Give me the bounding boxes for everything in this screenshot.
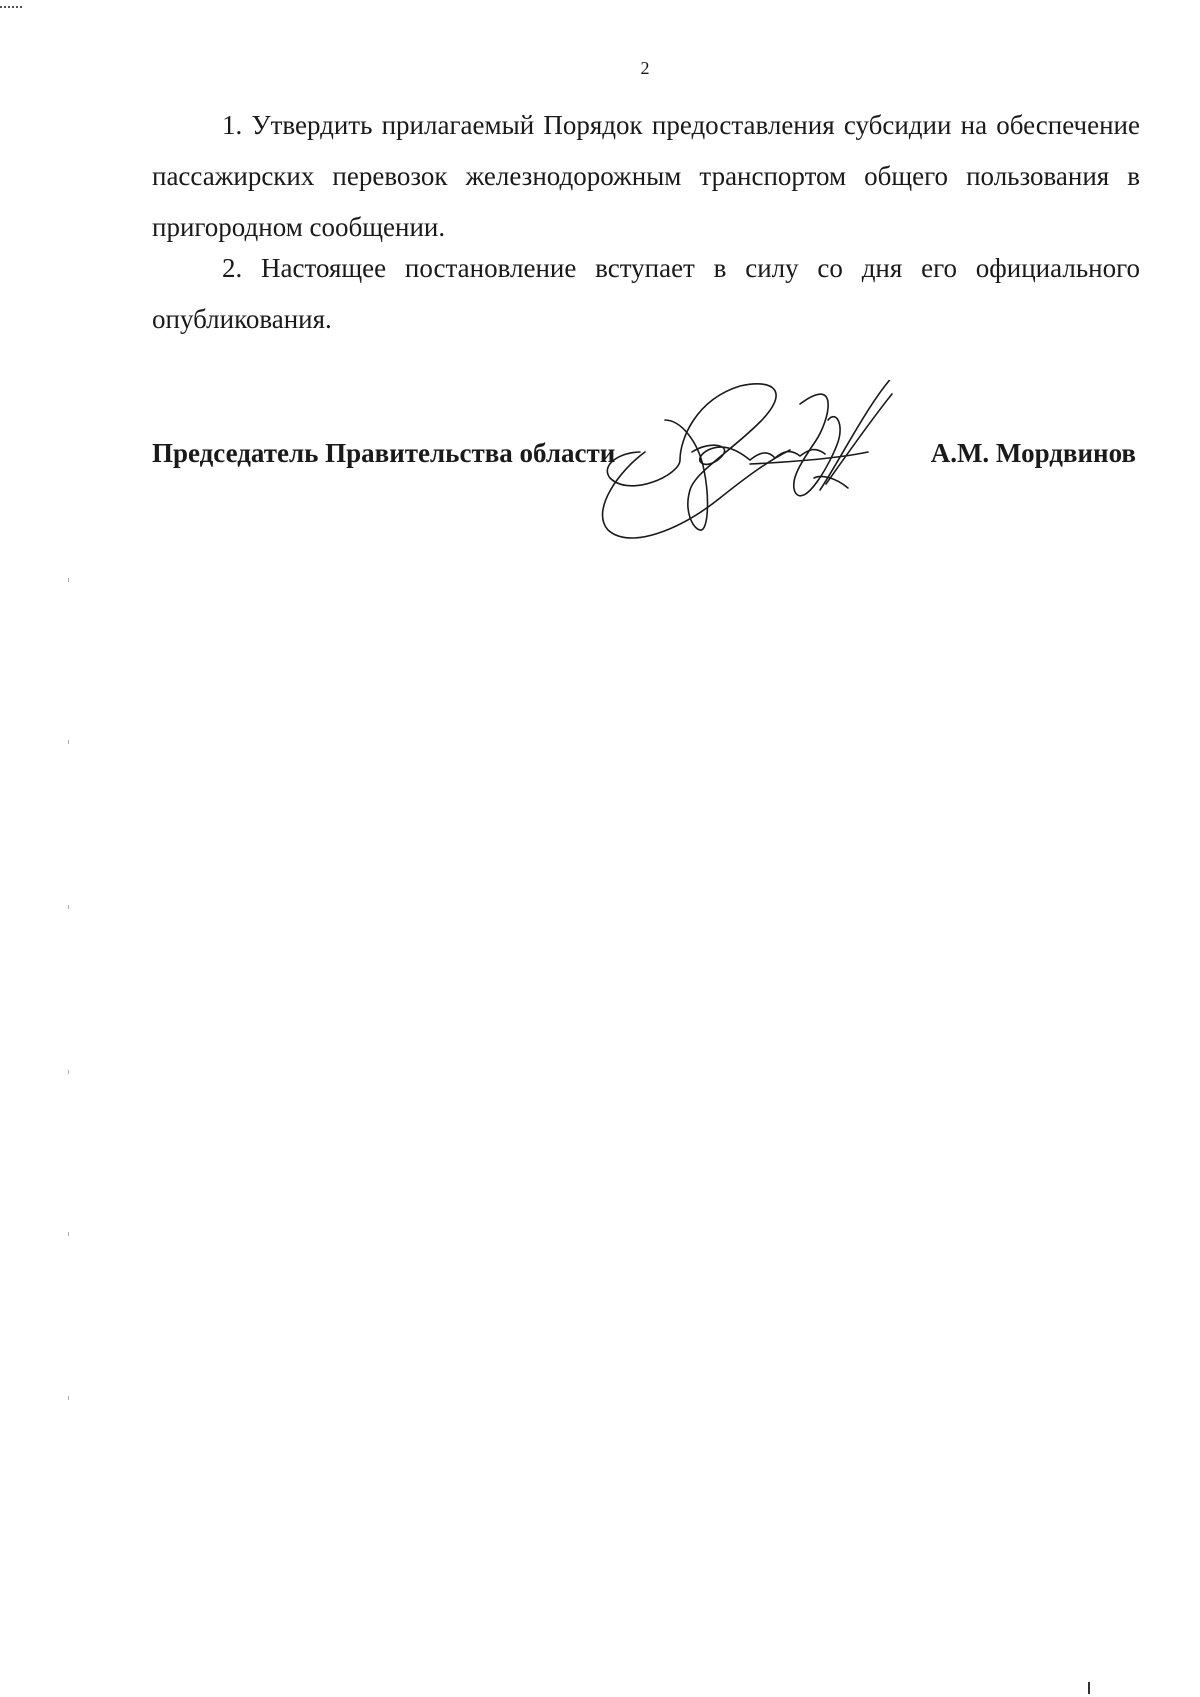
scan-corner-mark	[0, 0, 22, 8]
margin-mark	[68, 905, 69, 909]
margin-mark	[68, 740, 69, 744]
signatory-name: А.М. Мордвинов	[930, 438, 1136, 468]
signature-stroke-main-loop	[607, 384, 776, 530]
paragraph-2: 2. Настоящее постановление вступает в силу со дня его официального опубликования.	[152, 253, 1140, 334]
bottom-edge-mark	[1088, 1682, 1090, 1694]
margin-mark	[68, 1396, 69, 1400]
margin-mark	[68, 578, 69, 582]
page-number: 2	[640, 58, 650, 78]
signatory-title: Председатель Правительства области	[152, 438, 616, 468]
margin-mark	[68, 1070, 69, 1074]
paragraph-1: 1. Утвердить прилагаемый Порядок предоставления субсидии на обеспечение пассажирских перевозок железнодорожным транспортом общего пользования в пригородном сообщении.	[152, 110, 1140, 242]
handwritten-signature	[600, 380, 950, 580]
signature-stroke-right-loop	[794, 394, 840, 496]
signature-stroke-pen-line	[820, 380, 895, 490]
signature-stroke-middle	[692, 445, 825, 464]
margin-mark	[68, 1232, 69, 1236]
signature-stroke-pen-line-2	[826, 394, 892, 484]
